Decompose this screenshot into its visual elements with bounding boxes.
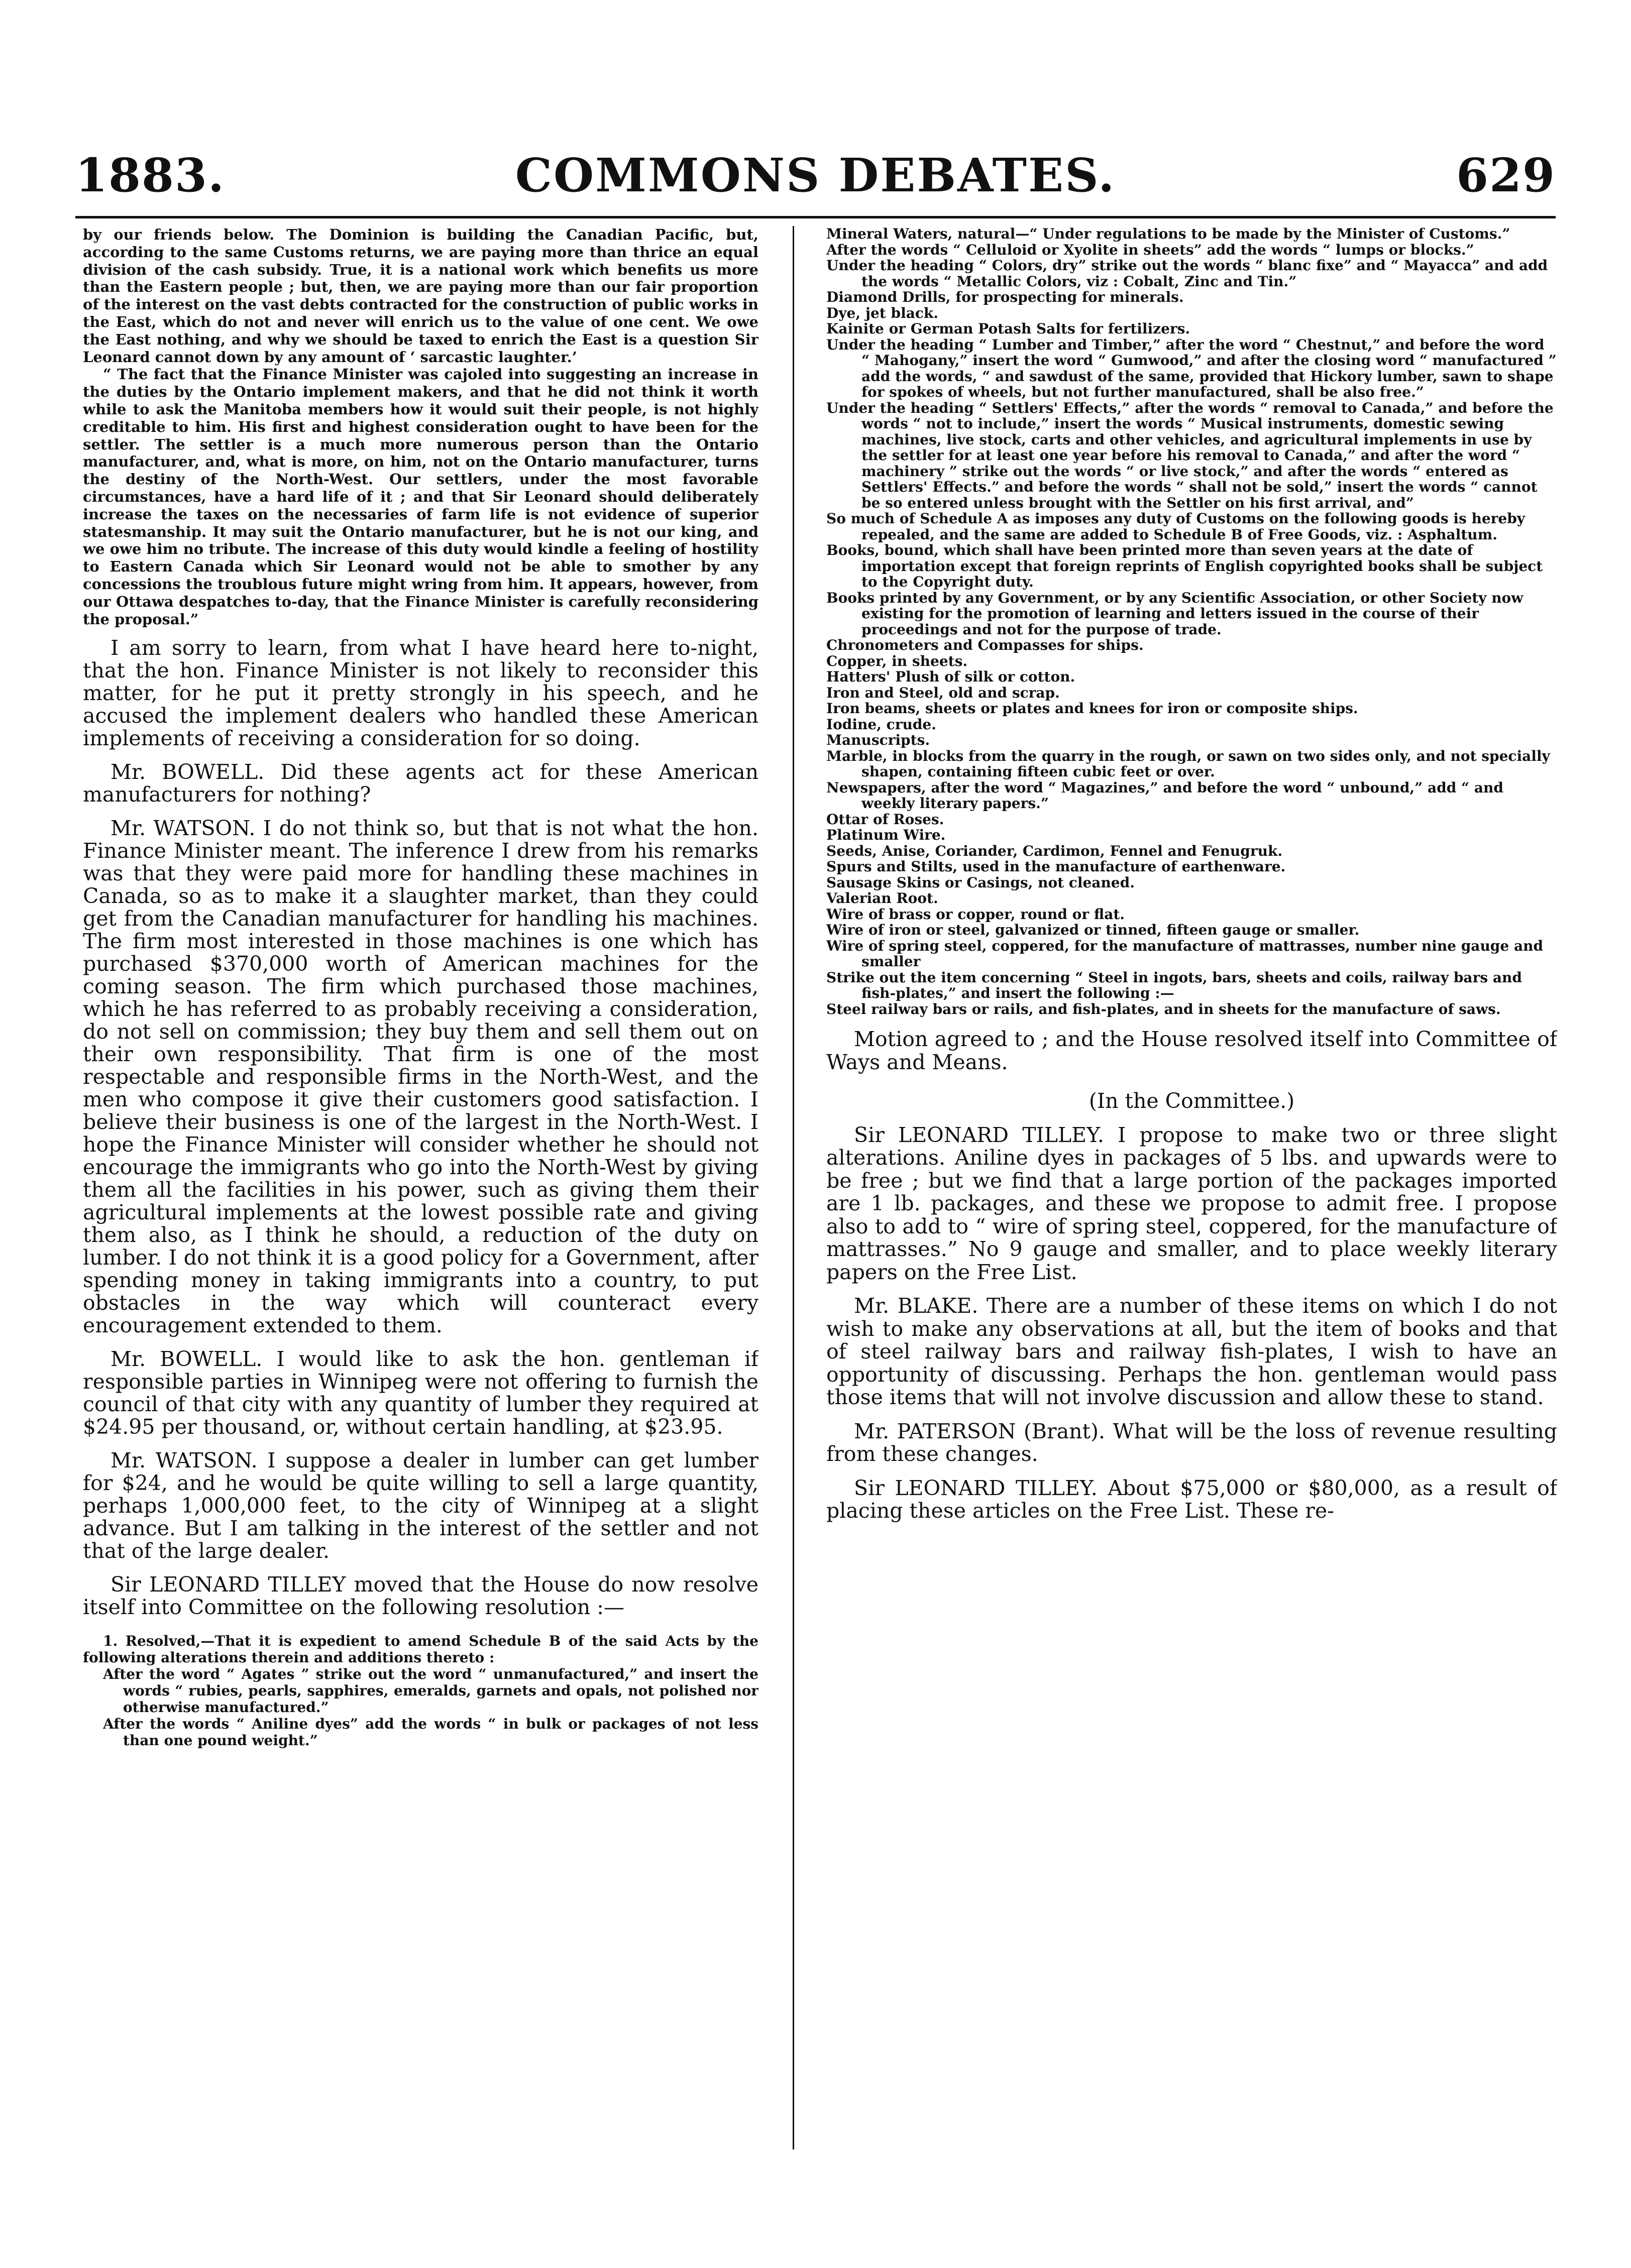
list-item: Under the heading “ Lumber and Timber,” after the word “ Chestnut,” and before the word “ Mahogany,” insert the word “ Gumwood,” and after the closing word “ manufactured ” add the words, “ and sawdust of the same, provided that Hickory lumber, sawn to shape for spokes of wheels, but not further manufactured, shall be also free.”: [826, 336, 1557, 400]
list-item: Manuscripts.: [826, 732, 930, 748]
list-item: Under the heading “ Settlers' Effects,” after the words “ removal to Canada,” and before the words “ not to include,” insert the words “ Musical instruments, domestic sewing machines, live stock, carts and other vehicles, and agricultural implements in use by the settler for at least one year before his removal to Canada,” and after the word “ machinery ” strike out the words “ or live stock,” and after the words “ entered as Settlers' Effects.” and before the words “ shall not be sold,” insert the words “ cannot be so entered unless brought with the Settler on his first arrival, and”: [826, 399, 1554, 511]
debate-body: [83, 637, 758, 1619]
list-item: Ottar of Roses.: [826, 811, 944, 828]
resolution: [83, 1633, 758, 1749]
list-item: After the words “ Celluloid or Xyolite in sheets” add the words “ lumps or blocks.”: [826, 241, 1474, 258]
list-item: Wire of iron or steel, galvanized or tinned, fifteen gauge or smaller.: [826, 922, 1360, 938]
speech-paragraph: Sir LEONARD TILLEY moved that the House do now resolve itself into Committee on the following resolution :—: [83, 1572, 758, 1620]
speech-paragraph: Mr. WATSON. I suppose a dealer in lumber can get lumber for $24, and he would be quite willing to sell a large quantity, perhaps 1,000,000 feet, to the city of Winnipeg at a slight advance. But I am talking in the interest of the settler and not that of the large dealer.: [83, 1448, 758, 1563]
list-item: Wire of spring steel, coppered, for the manufacture of mattrasses, number nine gauge and smaller: [826, 937, 1544, 970]
list-item: Marble, in blocks from the quarry in the rough, or sawn on two sides only, and not specially shapen, containing fifteen cubic feet or over.: [826, 747, 1550, 780]
quote-paragraph: by our friends below. The Dominion is building the Canadian Pacific, but, according to the same Customs returns, we are paying more than thrice an equal division of the cash subsidy. True, it is a national work which benefits us more than the Eastern people ; but, then, we are paying more than our fair proportion of the interest on the vast debts contracted for the construction of public works in the East, which do not and never will enrich us to the value of one cent. We owe the East nothing, and why we should be taxed to enrich the East is a question Sir Leonard cannot down by any amount of ‘ sarcastic laughter.’: [83, 226, 758, 366]
speech-paragraph: I am sorry to learn, from what I have heard here to-night, that the hon. Finance Minister is not likely to reconsider this matter, for he put it pretty strongly in his speech, and he accused the implement dealers who handled these American implements of receiving a consideration for so doing.: [83, 636, 758, 751]
speech-paragraph: Sir LEONARD TILLEY. I propose to make two or three slight alterations. Aniline dyes in packages of 5 lbs. and upwards were to be free ; but we find that a large portion of the packages imported are 1 lb. packages, and these we propose to admit free. I propose also to add to “ wire of spring steel, coppered, for the manufacture of mattrasses.” No 9 gauge and smaller, and to place weekly literary papers on the Free List.: [826, 1122, 1557, 1284]
list-item: Sausage Skins or Casings, not cleaned.: [826, 874, 1135, 891]
header-year: 1883.: [75, 148, 226, 202]
speech-paragraph: Mr. BOWELL. Did these agents act for these American manufacturers for nothing?: [83, 760, 758, 807]
list-item: Seeds, Anise, Coriander, Cardimon, Fennel and Fenugruk.: [826, 842, 1283, 859]
list-item: Under the heading “ Colors, dry” strike out the words “ blanc fixe” and “ Mayacca” and add the words “ Metallic Colors, viz : Cobalt, Zinc and Tin.”: [826, 257, 1548, 290]
list-item: Wire of brass or copper, round or flat.: [826, 905, 1125, 923]
list-item: Books, bound, which shall have been printed more than seven years at the date of importation except that foreign reprints of English copyrighted books shall be subject to the Copyright duty.: [826, 542, 1543, 590]
resolution-item: After the word “ Agates ” strike out the word “ unmanufactured,” and insert the words “ rubies, pearls, sapphires, emeralds, garnets and opals, not polished nor otherwise manufactured.”: [103, 1666, 758, 1716]
list-item: Valerian Root.: [826, 890, 938, 906]
list-item: Mineral Waters, natural—“ Under regulations to be made by the Minister of Customs.”: [826, 226, 1510, 242]
list-item: Hatters' Plush of silk or cotton.: [826, 668, 1075, 685]
left-column: [83, 226, 758, 2175]
committee-debate: [826, 1028, 1557, 1523]
list-item: Platinum Wire.: [826, 827, 946, 843]
resolution-paragraph: 1. Resolved,—That it is expedient to amend Schedule B of the said Acts by the following alterations therein and additions thereto :: [83, 1633, 758, 1666]
free-goods-list: [826, 226, 1557, 1017]
quote-paragraph: “ The fact that the Finance Minister was cajoled into suggesting an increase in the duties by the Ontario implement makers, and that he did not think it worth while to ask the Manitoba members how it would suit their people, is not highly creditable to him. His first and highest consideration ought to have been for the settler. The settler is a much more numerous person than the Ontario manufacturer, and, what is more, on him, not on the Ontario manufacturer, turns the destiny of the North-West. Our settlers, under the most favorable circumstances, have a hard life of it ; and that Sir Leonard should deliberately increase the taxes on the necessaries of farm life is not evidence of superior statesmanship. It may suit the Ontario manufacturer, but he is not our king, and we owe him no tribute. The increase of this duty would kindle a feeling of hostility to Eastern Canada which Sir Leonard would not be able to smother by any concessions the troublous future might wring from him. It appears, however, from our Ottawa despatches to-day, that the Finance Minister is carefully reconsidering the proposal.”: [83, 366, 758, 628]
resolution-item: After the words “ Aniline dyes” add the words “ in bulk or packages of not less than one pound weight.”: [103, 1716, 758, 1749]
speech-paragraph: Mr. BOWELL. I would like to ask the hon. gentleman if responsible parties in Winnipeg were not offering to furnish the council of that city with any quantity of lumber they required at $24.95 per thousand, or, without certain handling, at $23.95.: [83, 1347, 758, 1439]
column-divider: [793, 226, 794, 2149]
list-item: Kainite or German Potash Salts for fertilizers.: [826, 320, 1190, 337]
speech-paragraph: Mr. BLAKE. There are a number of these items on which I do not wish to make any observations at all, but the item of books and that of steel railway bars and railway fish-plates, I wish to have an opportunity of discussing. Perhaps the hon. gentleman would pass those items that will not involve discussion and allow these to stand.: [826, 1294, 1557, 1409]
list-item: Copper, in sheets.: [826, 652, 968, 669]
header-title: COMMONS DEBATES.: [515, 148, 1116, 202]
list-item: Books printed by any Government, or by any Scientific Association, or other Society now existing for the promotion of learning and letters issued in the course of their proceedings and not for the purpose of trade.: [826, 589, 1524, 638]
right-column: [826, 226, 1557, 2175]
list-item: Strike out the item concerning “ Steel in ingots, bars, sheets and coils, railway bars and fish-plates,” and insert the following :—: [826, 969, 1522, 1001]
committee-heading: (In the Committee.): [1089, 1089, 1295, 1113]
list-item: Spurs and Stilts, used in the manufacture of earthenware.: [826, 858, 1286, 875]
motion-paragraph: Motion agreed to ; and the House resolved itself into Committee of Ways and Means.: [826, 1027, 1557, 1074]
page-header: [75, 128, 1556, 208]
speech-paragraph: Mr. WATSON. I do not think so, but that is not what the hon. Finance Minister meant. The inference I drew from his remarks was that they were paid more for handling these machines in Canada, so as to make it a slaughter market, than they could get from the Canadian manufacturer for handling his machines. The firm most interested in those machines is one which has purchased $370,000 worth of American machines for the coming season. The firm which purchased those machines, which he has referred to as probably receiving a consideration, do not sell on commission; they buy them and sell them out on their own responsibility. That firm is one of the most respectable and responsible firms in the North-West, and the men who compose it give their customers good satisfaction. I believe their business is one of the largest in the North-West. I hope the Finance Minister will consider whether he should not encourage the immigrants who go into the North-West by giving them all the facilities in his power, such as giving them their agricultural implements at the lowest possible rate and giving them also, as I think he should, a reduction of the duty on lumber. I do not think it is a good policy for a Government, after spending money in taking immigrants into a country, to put obstacles in the way which will counteract every encouragement extended to them.: [83, 816, 758, 1338]
list-item: So much of Schedule A as imposes any duty of Customs on the following goods is hereby repealed, and the same are added to Schedule B of Free Goods, viz. : Asphaltum.: [826, 510, 1526, 543]
list-item: Diamond Drills, for prospecting for minerals.: [826, 289, 1184, 305]
speech-paragraph: Sir LEONARD TILLEY. About $75,000 or $80,000, as a result of placing these articles on the Free List. These re-: [826, 1476, 1557, 1523]
list-item: Iodine, crude.: [826, 716, 936, 733]
list-item: Dye, jet black.: [826, 304, 939, 321]
list-item: Steel railway bars or rails, and fish-plates, and in sheets for the manufacture of saws.: [826, 1000, 1501, 1017]
header-rule: [75, 216, 1556, 218]
list-item: Iron beams, sheets or plates and knees for iron or composite ships.: [826, 700, 1358, 717]
list-item: Iron and Steel, old and scrap.: [826, 684, 1060, 701]
list-item: Newspapers, after the word “ Magazines,” and before the word “ unbound,” add “ and weekly literary papers.”: [826, 779, 1503, 812]
newspaper-quote: [83, 226, 758, 628]
header-page-number: 629: [1456, 148, 1556, 202]
list-item: Chronometers and Compasses for ships.: [826, 637, 1144, 653]
speech-paragraph: Mr. PATERSON (Brant). What will be the loss of revenue resulting from these changes.: [826, 1419, 1557, 1466]
